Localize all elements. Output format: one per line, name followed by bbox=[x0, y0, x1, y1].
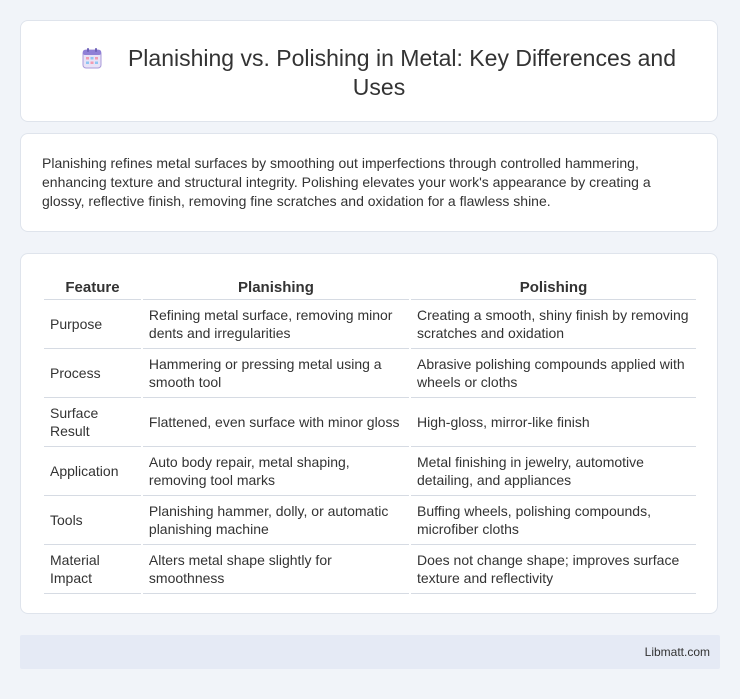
polishing-cell: Does not change shape; improves surface texture and reflectivity bbox=[411, 545, 696, 594]
feature-cell: Application bbox=[44, 447, 141, 496]
table-row bbox=[44, 447, 696, 496]
comparison-card bbox=[20, 253, 718, 614]
planishing-cell: Planishing hammer, dolly, or automatic planishing machine bbox=[143, 496, 409, 545]
header-planishing: Planishing bbox=[143, 276, 409, 300]
feature-cell: Surface Result bbox=[44, 398, 141, 447]
polishing-cell: Creating a smooth, shiny finish by removing scratches and oxidation bbox=[411, 300, 696, 349]
polishing-cell: Abrasive polishing compounds applied with wheels or cloths bbox=[411, 349, 696, 398]
table-row bbox=[44, 398, 696, 447]
polishing-cell: Metal finishing in jewelry, automotive detailing, and appliances bbox=[411, 447, 696, 496]
planishing-cell: Hammering or pressing metal using a smooth tool bbox=[143, 349, 409, 398]
feature-cell: Material Impact bbox=[44, 545, 141, 594]
intro-card bbox=[20, 133, 718, 232]
title-card bbox=[20, 20, 718, 122]
table-header-row bbox=[44, 276, 696, 300]
polishing-cell: Buffing wheels, polishing compounds, microfiber cloths bbox=[411, 496, 696, 545]
feature-cell: Process bbox=[44, 349, 141, 398]
table-row bbox=[44, 496, 696, 545]
intro-paragraph: Planishing refines metal surfaces by smoothing out imperfections through controlled hammering, enhancing texture and structural integrity. Polishing elevates your work's appearance by creating a glossy, reflective finish, removing fine scratches and oxidation for a flawless shine. bbox=[42, 155, 651, 209]
planishing-cell: Flattened, even surface with minor gloss bbox=[143, 398, 409, 447]
table-row bbox=[44, 545, 696, 594]
comparison-table bbox=[42, 276, 698, 594]
footer-brand-link[interactable]: Libmatt.com bbox=[644, 645, 710, 659]
table-row bbox=[44, 349, 696, 398]
planishing-cell: Auto body repair, metal shaping, removing tool marks bbox=[143, 447, 409, 496]
calendar-icon bbox=[82, 47, 102, 69]
planishing-cell: Alters metal shape slightly for smoothness bbox=[143, 545, 409, 594]
footer bbox=[20, 635, 720, 669]
page-title-wrap bbox=[61, 44, 697, 102]
header-polishing: Polishing bbox=[411, 276, 696, 300]
feature-cell: Tools bbox=[44, 496, 141, 545]
table-row bbox=[44, 300, 696, 349]
polishing-cell: High-gloss, mirror-like finish bbox=[411, 398, 696, 447]
feature-cell: Purpose bbox=[44, 300, 141, 349]
header-feature: Feature bbox=[44, 276, 141, 300]
planishing-cell: Refining metal surface, removing minor dents and irregularities bbox=[143, 300, 409, 349]
page-title: Planishing vs. Polishing in Metal: Key Differences and Uses bbox=[127, 45, 677, 100]
